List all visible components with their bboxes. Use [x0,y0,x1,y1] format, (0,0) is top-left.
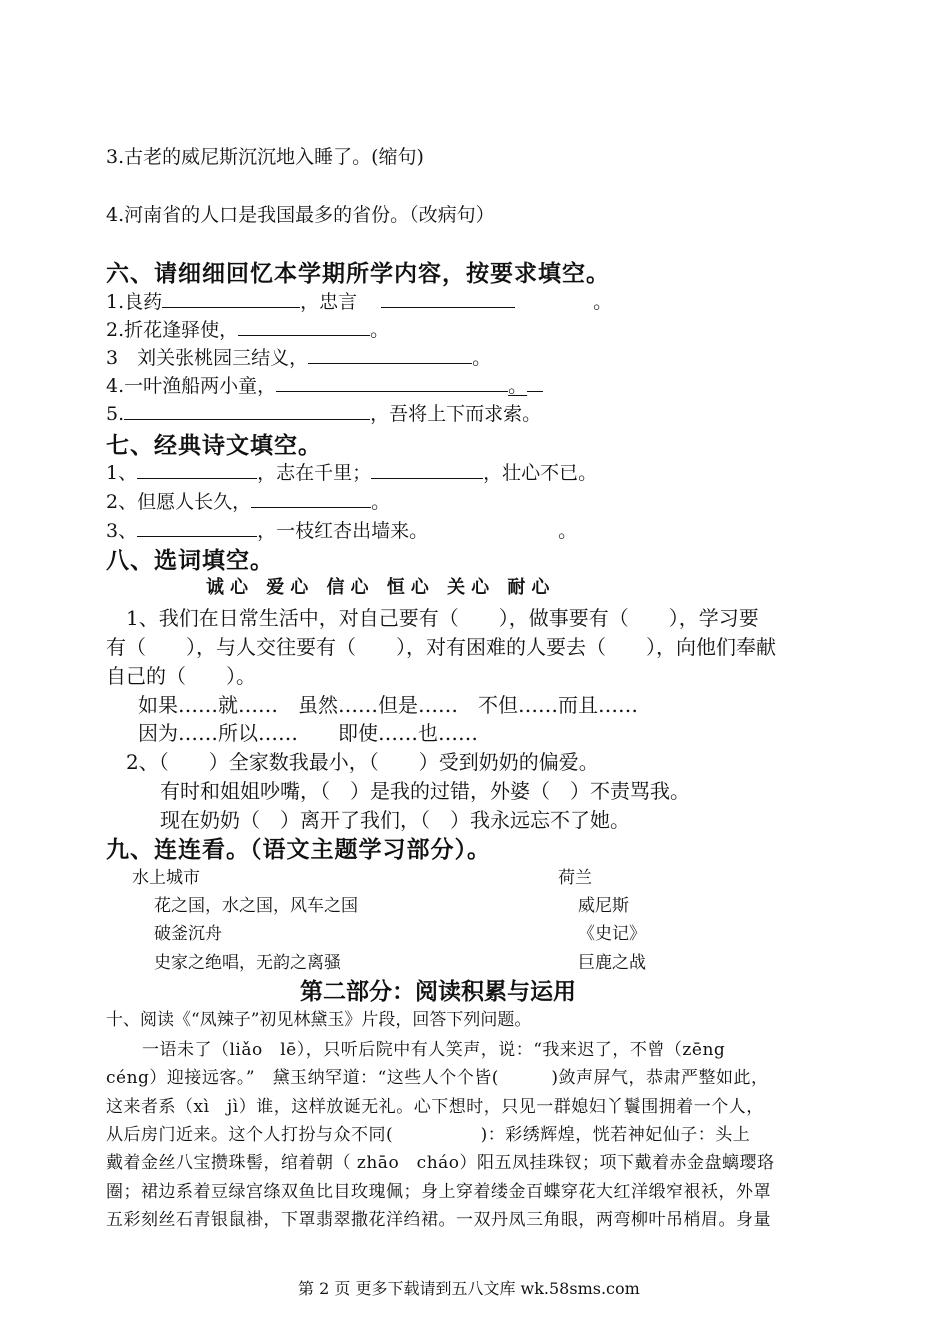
reading-passage-line: céng）迎接远客。” 黛玉纳罕道：“这些人个个皆( )敛声屏气，恭肃严整如此， [106,1068,769,1088]
paragraph-2-line-3: 现在奶奶（ ）离开了我们，（ ）我永远忘不了她。 [160,808,630,832]
reading-passage-line: 一语未了（liǎo lē），只听后院中有人笑声，说：“我来迟了，不曾（zēng [142,1040,726,1060]
page-footer: 第 2 页 更多下载请到五八文库 wk.58sms.com [298,1279,640,1298]
paragraph-2-line-2: 有时和姐姐吵嘴，（ ）是我的过错，外婆（ ）不责骂我。 [160,779,690,803]
conjunction-options-1: 如果……就…… 虽然……但是…… 不但……而且…… [138,693,638,717]
reading-passage-line: 这来者系（xì jì）谁，这样放诞无礼。心下想时，只见一群媳妇丫鬟围拥着一个人， [106,1097,764,1117]
question-3-shorten-sentence: 3.古老的威尼斯沉沉地入睡了。(缩句) [106,146,424,168]
reading-passage-line: 圈；裙边系着豆绿宫绦双鱼比目玫瑰佩；身上穿着缕金百蝶穿花大红洋缎窄裉袄，外罩 [106,1182,771,1202]
fill-item-7-3-text-c: 。 [558,520,578,542]
fill-item-6-5-text-a: 5. [106,403,125,425]
fill-item-7-1-text-a: 1、 [106,462,138,484]
paragraph-1-line-2: 有（ ），与人交往要有（ ），对有困难的人要去（ ），向他们奉献 [106,635,776,659]
fill-item-6-5 [106,399,541,426]
part-2-title: 第二部分：阅读积累与运用 [300,978,576,1005]
paragraph-2-line-1: 2、（ ）全家数我最小，（ ）受到奶奶的偏爱。 [126,750,599,774]
answer-blank[interactable] [308,345,472,364]
fill-item-7-3-text-b: ，一枝红杏出墙来。 [257,520,429,542]
match-right-item[interactable]: 巨鹿之战 [578,953,646,973]
fill-item-6-5-text-b: ，吾将上下而求索。 [370,403,542,425]
answer-blank[interactable] [137,460,257,479]
fill-item-7-1-text-b: ，志在千里； [257,462,372,484]
answer-blank[interactable] [276,373,508,392]
match-right-item[interactable]: 《史记》 [578,924,646,944]
match-left-item[interactable]: 破釜沉舟 [154,924,222,944]
answer-blank[interactable] [238,317,370,336]
fill-item-6-3-text-a: 3 刘关张桃园三结义， [106,347,309,369]
section-6-heading: 六、请细细回忆本学期所学内容，按要求填空。 [106,260,610,287]
fill-item-7-1-text-c: ，壮心不已。 [483,462,598,484]
fill-item-6-1 [106,287,612,314]
match-right-item[interactable]: 荷兰 [558,868,592,888]
fill-item-6-4-text-b: 。 [508,375,528,397]
answer-blank[interactable] [371,460,483,479]
answer-blank[interactable] [137,518,257,537]
fill-item-6-4-text-a: 4.一叶渔船两小童， [106,375,277,397]
fill-item-6-1-text-a: 1.良药 [106,291,163,313]
fill-item-7-1 [106,458,597,485]
fill-item-6-1-text-c: 。 [593,291,613,313]
fill-item-7-2 [106,487,390,514]
fill-item-6-2-text-a: 2.折花逢驿使， [106,319,239,341]
reading-passage-line: 戴着金丝八宝攒珠髻，绾着朝（ zhāo cháo）阳五凤挂珠钗；项下戴着赤金盘螭璎珞 [106,1153,775,1173]
section-9-heading: 九、连连看。（语文主题学习部分）。 [106,836,491,863]
answer-blank-tail [527,373,543,392]
word-bank: 诚心 爱心 信心 恒心 关心 耐心 [206,577,556,598]
fill-item-6-1-text-b: ，忠言 [300,291,358,313]
answer-blank[interactable] [251,489,371,508]
answer-blank[interactable] [162,289,300,308]
fill-item-7-3 [106,516,577,543]
conjunction-options-2: 因为……所以…… 即使……也…… [138,721,478,745]
section-10-heading: 十、阅读《“凤辣子”初见林黛玉》片段，回答下列问题。 [106,1010,532,1030]
paragraph-1-line-3: 自己的（ ）。 [106,664,256,688]
reading-passage-line: 五彩刻丝石青银鼠褂，下罩翡翠撒花洋绉裙。一双丹凤三角眼，两弯柳叶吊梢眉。身量 [106,1210,771,1230]
match-left-item[interactable]: 水上城市 [132,868,200,888]
fill-item-6-3 [106,343,491,370]
fill-item-6-3-text-b: 。 [472,347,492,369]
fill-item-6-2-text-b: 。 [370,319,390,341]
match-left-item[interactable]: 史家之绝唱，无韵之离骚 [154,953,341,973]
fill-item-7-3-text-a: 3、 [106,520,138,542]
reading-passage-line: 从后房门近来。这个人打扮与众不同( )：彩绣辉煌，恍若神妃仙子：头上 [106,1125,751,1145]
fill-item-6-2 [106,315,389,342]
section-7-heading: 七、经典诗文填空。 [106,432,322,459]
answer-blank[interactable] [381,289,515,308]
match-left-item[interactable]: 花之国，水之国，风车之国 [154,896,358,916]
match-right-item[interactable]: 威尼斯 [578,896,629,916]
section-8-heading: 八、选词填空。 [106,547,274,574]
fill-item-7-2-text-b: 。 [371,491,391,513]
paragraph-1-line-1: 1、我们在日常生活中，对自己要有（ ），做事要有（ ），学习要 [126,606,759,630]
fill-item-6-4 [106,371,543,398]
fill-item-7-2-text-a: 2、但愿人长久， [106,491,252,513]
answer-blank[interactable] [124,401,370,420]
question-4-correct-sentence: 4.河南省的人口是我国最多的省份。（改病句） [106,204,495,226]
